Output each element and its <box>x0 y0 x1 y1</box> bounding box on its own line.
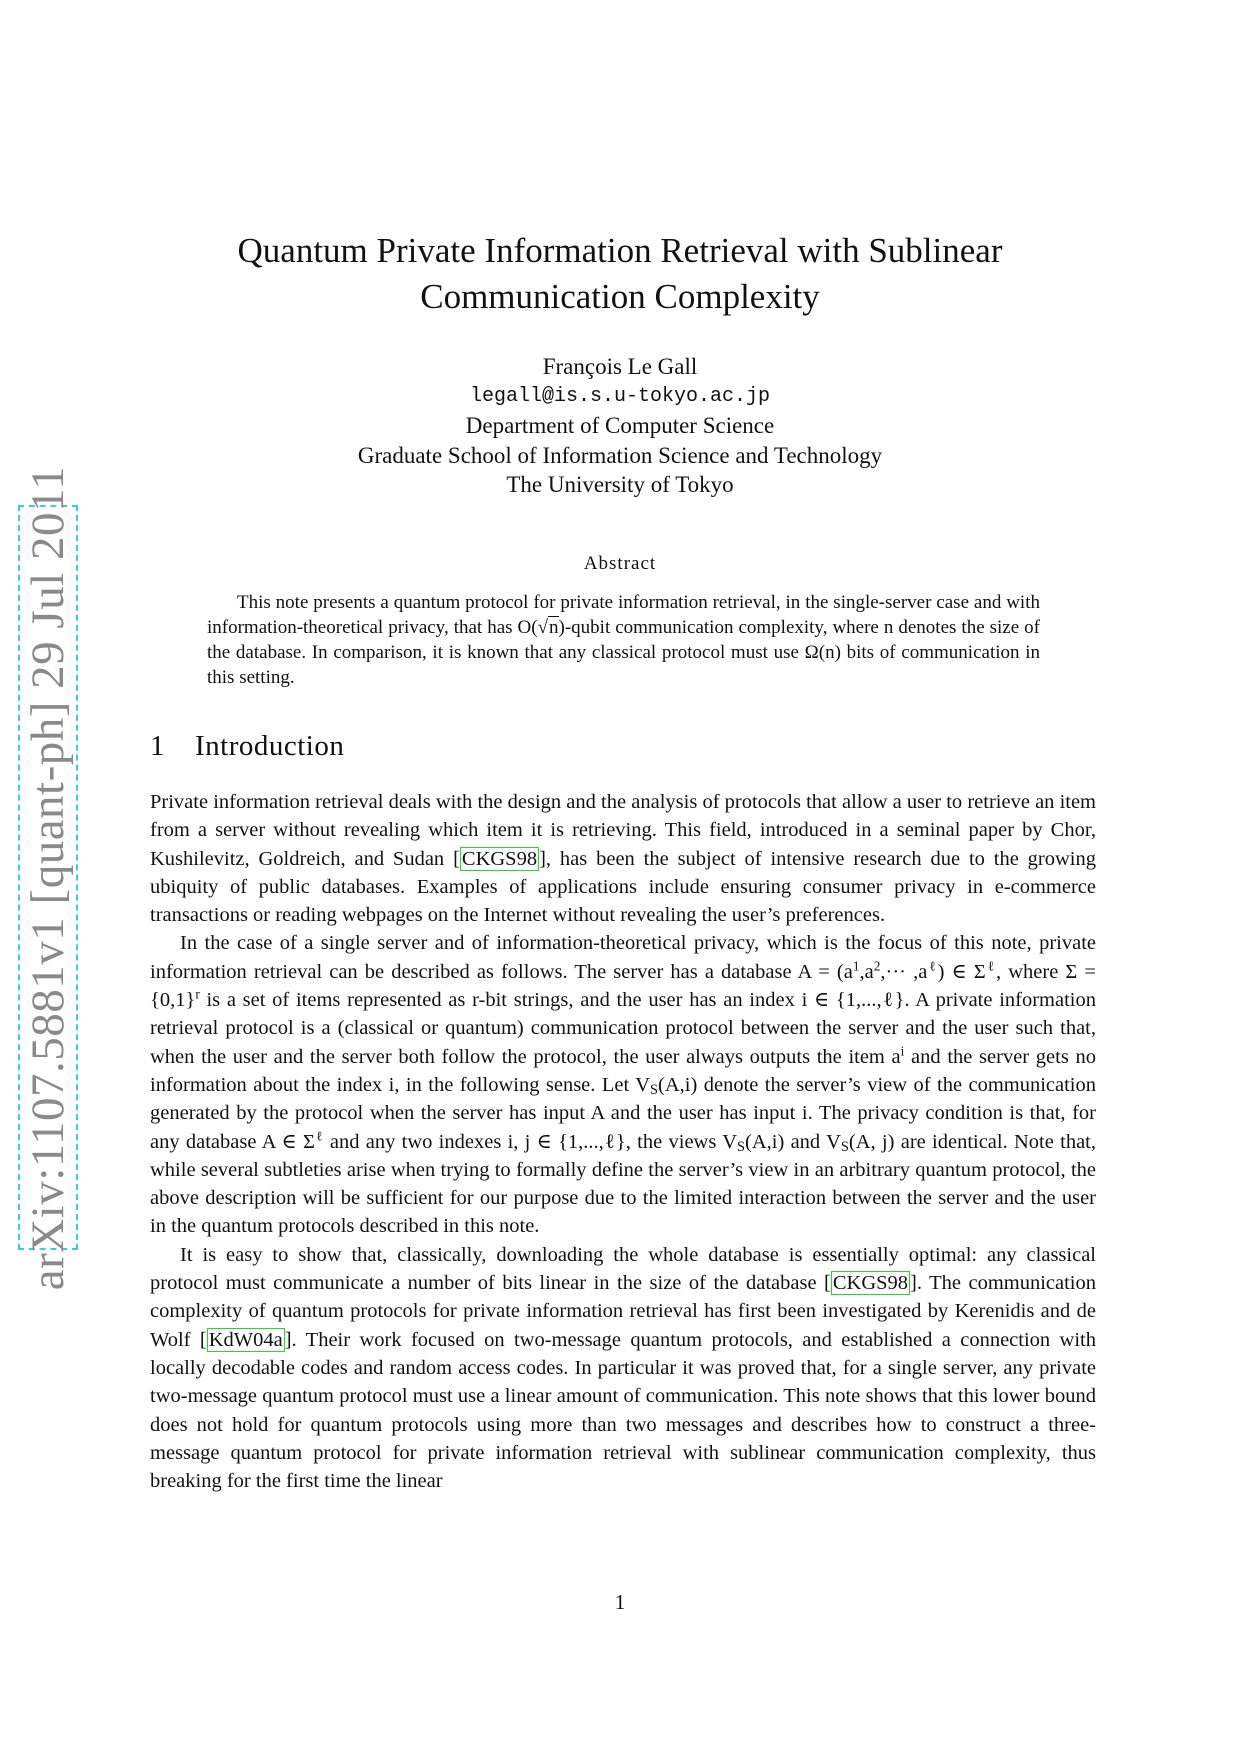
citation-ckgs98[interactable]: CKGS98 <box>461 847 538 870</box>
citation-kdw04a[interactable]: KdW04a <box>208 1328 283 1351</box>
abstract-text: This note presents a quantum protocol for private information retrieval, in the single-server case and with information-theoretical privacy, that has O(√n)-qubit communication complexity, where n denotes the size of the database. In comparison, it is known that any classical protocol must use Ω(n) bits of communication in this setting. <box>207 592 1041 688</box>
body-text <box>150 788 1096 1495</box>
arxiv-stamp <box>18 465 78 1290</box>
author-email: legall@is.s.u-tokyo.ac.jp <box>469 384 771 408</box>
section-title: Introduction <box>195 730 345 762</box>
arxiv-stamp-text: arXiv:1107.5881v1 [quant-ph] 29 Jul 2011 <box>22 465 74 1290</box>
paragraph-1: Private information retrieval deals with the design and the analysis of protocols that allow a user to retrieve an item from a server without revealing which item it is retrieving. This field, introduced in a seminal paper by Chor, Kushilevitz, Goldreich, and Sudan [CKGS98], has been the subject of intensive research due to the growing ubiquity of public databases. Examples of applications include ensuring consumer privacy in e-commerce transactions or reading webpages on the Internet without revealing the user’s preferences. <box>150 791 1096 927</box>
author-block <box>300 352 940 500</box>
citation-ckgs98[interactable]: CKGS98 <box>832 1272 909 1295</box>
abstract-heading: Abstract <box>583 553 657 574</box>
paragraph-3: It is easy to show that, classically, downloading the whole database is essentially optimal: any classical protocol must communicate a number of bits linear in the size of the database [CKGS98]. The communication complexity of quantum protocols for private information retrieval has first been investigated by Kerenidis and de Wolf [KdW04a]. Their work focused on two-message quantum protocols, and established a connection with locally decodable codes and random access codes. In particular it was proved that, for a single server, any private two-message quantum protocol must use a linear amount of communication. This note shows that this lower bound does not hold for quantum protocols using more than two messages and describes how to construct a three-message quantum protocol for private information retrieval with sublinear communication complexity, thus breaking for the first time the linear <box>150 1243 1097 1493</box>
section-heading <box>150 730 344 763</box>
title-line-1: Quantum Private Information Retrieval with Sublinear <box>237 231 1003 270</box>
section-number: 1 <box>150 730 165 762</box>
author-department: Department of Computer Science <box>465 413 775 438</box>
sqrt-n: n <box>549 617 559 638</box>
author-school: Graduate School of Information Science and Technology <box>357 442 883 468</box>
title-line-2: Communication Complexity <box>420 277 820 316</box>
paper-title <box>200 228 1040 320</box>
paragraph-2: In the case of a single server and of information-theoretical privacy, which is the focus of this note, private information retrieval can be described as follows. The server has a database $A = (a^1,a^2,\cdot\cdot\cdot ,a^\ell)$ ∈ $\Sigma^\ell$, where $\Sigma = \{0,1\}^r$ is a set of items represented as r-bit strings, and the user has an index i ∈ {1,...,ℓ}. A private information retrieval protocol is a (classical or quantum) communication protocol between the server and the user such that, when the user and the server both follow the protocol, the user always outputs the item $a^i$ and the server gets no information about the index i, in the following sense. Let $V_S(A,i)$ denote the server’s view of the communication generated by the protocol when the server has input A and the user has input i. The privacy condition is that, for any database A ∈ $\Sigma^\ell$ and any two indexes i, j ∈ {1,...,ℓ}, the views $V_S(A,i)$ and $V_S(A$, j) are identical. Note that, while several subtleties arise when trying to formally define the server’s view in an arbitrary quantum protocol, the above description will be sufficient for our purpose due to the limited interaction between the server and the user in the quantum protocols described in this note. <box>150 932 1096 1238</box>
author-university: The University of Tokyo <box>506 472 734 497</box>
page-number: 1 <box>614 1590 626 1614</box>
author-name: François Le Gall <box>542 354 698 379</box>
